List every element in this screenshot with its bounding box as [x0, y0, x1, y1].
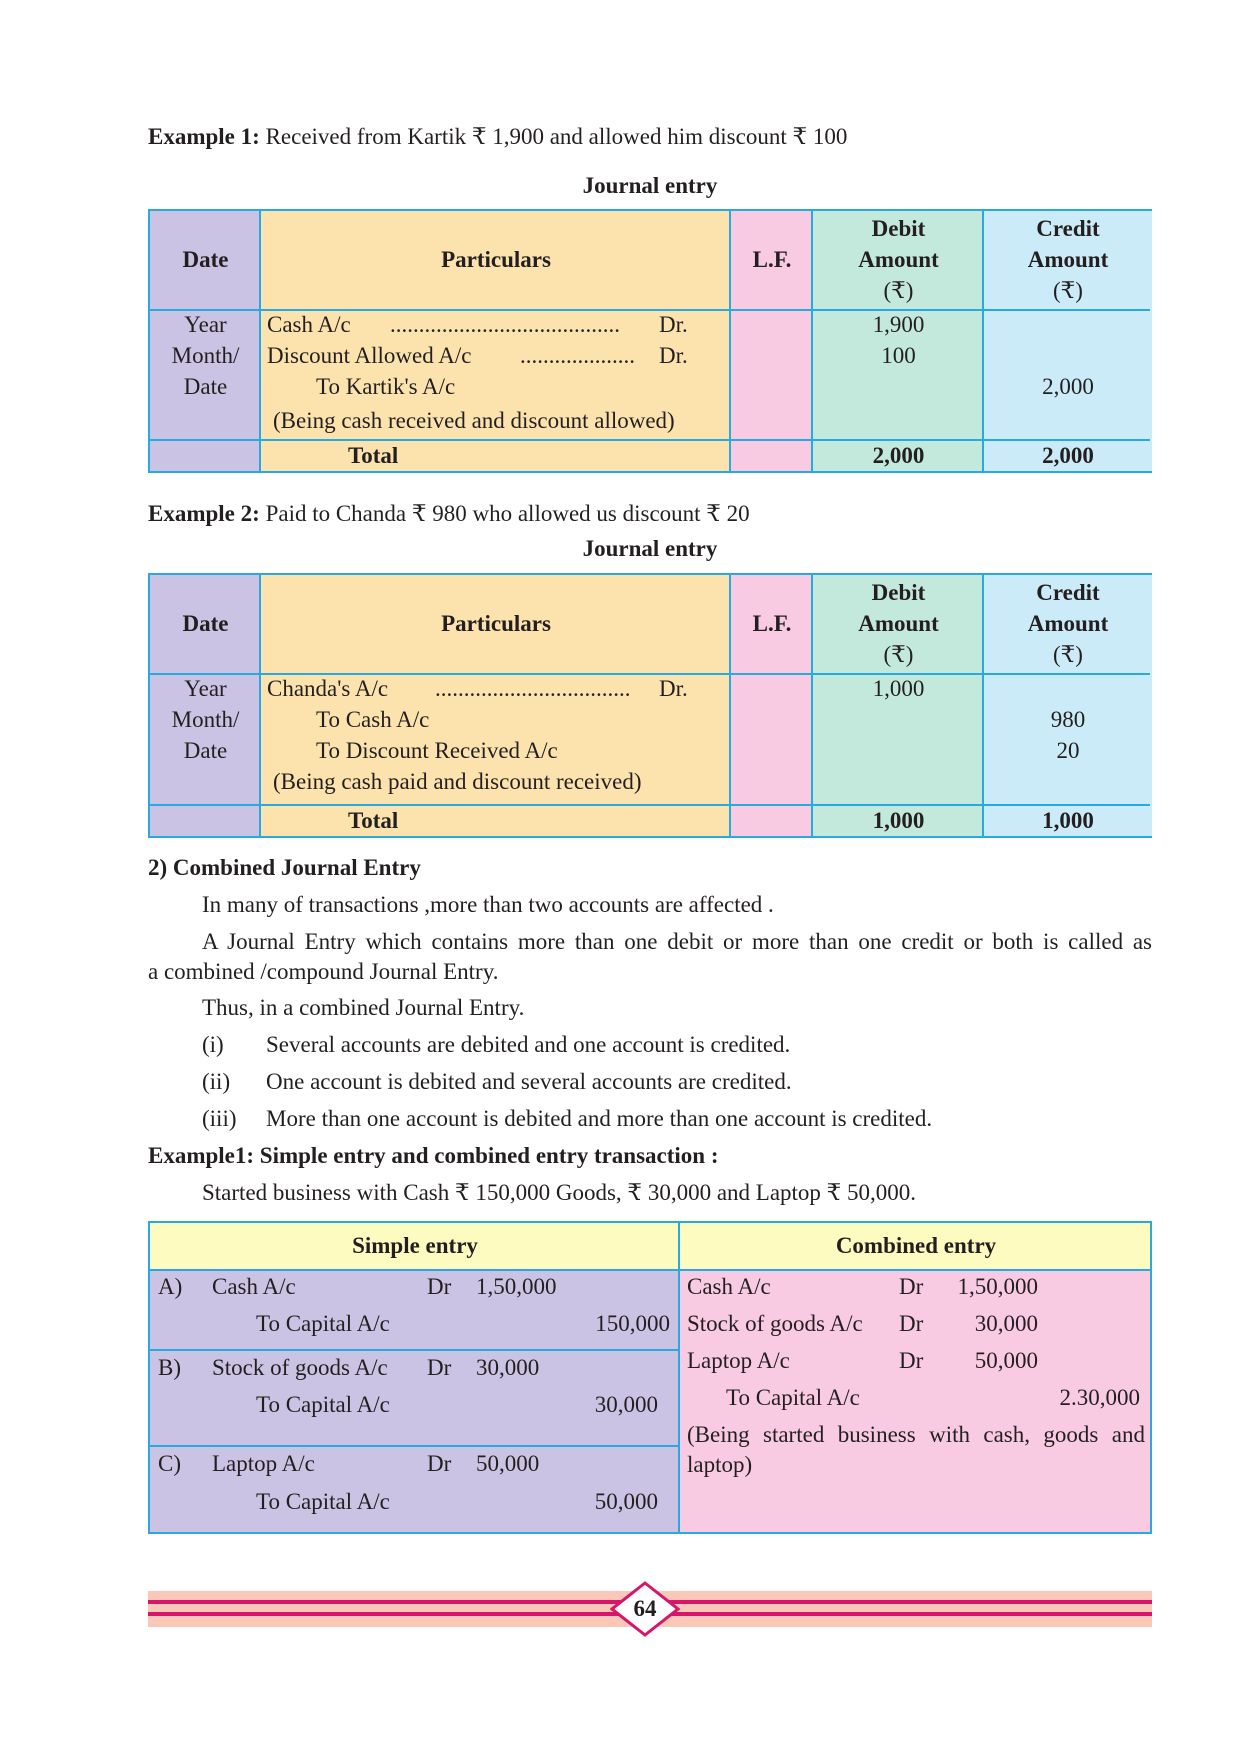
- example2-label: Example 2:: [148, 501, 260, 526]
- entry-credit: 50,000: [594, 1489, 658, 1514]
- row-dots: ....................: [520, 343, 635, 368]
- row-account: To Cash A/c: [316, 707, 430, 732]
- header-date: Date: [182, 247, 229, 272]
- row-credit: 2,000: [1042, 374, 1094, 399]
- row-credit: 980: [1050, 707, 1086, 732]
- narration: (Being cash paid and discount received): [273, 769, 642, 794]
- total-debit: 2,000: [872, 443, 925, 468]
- header-particulars: Particulars: [441, 611, 551, 636]
- combined-account: Cash A/c: [687, 1274, 771, 1299]
- row-debit: 100: [881, 343, 916, 368]
- header-debit-amount: Amount: [858, 247, 939, 272]
- narration: (Being cash received and discount allowed): [273, 408, 675, 433]
- example2-text: [148, 500, 750, 528]
- example1-label: Example 1:: [148, 124, 260, 149]
- entry-letter: B): [158, 1355, 181, 1380]
- combined-to: To Capital A/c: [726, 1385, 860, 1410]
- date-day: Date: [183, 374, 228, 399]
- header-debit-rupee: (₹): [883, 642, 914, 667]
- list-item: Several accounts are debited and one account is credited.: [266, 1032, 791, 1057]
- header-debit-rupee: (₹): [883, 278, 914, 303]
- header-date: Date: [182, 611, 229, 636]
- example2-caption: Journal entry: [582, 536, 718, 561]
- row-dots: ........................................: [390, 312, 620, 337]
- entry-account: Laptop A/c: [212, 1451, 315, 1476]
- example3-description: Started business with Cash ₹ 150,000 Goods, ₹ 30,000 and Laptop ₹ 50,000.: [202, 1180, 917, 1205]
- row-divider: [150, 1349, 680, 1351]
- list-item: More than one account is debited and more than one account is credited.: [266, 1106, 933, 1131]
- entry-letter: A): [158, 1274, 183, 1299]
- journal-table-1: [148, 209, 1152, 473]
- header-credit-rupee: (₹): [1053, 278, 1083, 303]
- combined-debit: 50,000: [974, 1348, 1038, 1373]
- example1-caption: Journal entry: [582, 173, 718, 198]
- row-account: Chanda's A/c: [267, 676, 389, 701]
- page-number: 64: [633, 1596, 657, 1621]
- entry-credit: 30,000: [594, 1392, 658, 1417]
- combined-account: Laptop A/c: [687, 1348, 790, 1373]
- header-debit-amount: Amount: [858, 611, 939, 636]
- paragraph-2a: A Journal Entry which contains more than one debit or more than one credit or both is called as: [202, 929, 1152, 954]
- row-dr: Dr.: [659, 343, 688, 368]
- combined-account: Stock of goods A/c: [687, 1311, 863, 1336]
- entry-debit: 1,50,000: [476, 1274, 557, 1299]
- combined-debit: 1,50,000: [957, 1274, 1038, 1299]
- row-account: To Kartik's A/c: [316, 374, 456, 399]
- combined-narration-end: laptop): [687, 1452, 753, 1477]
- header-lf: L.F.: [752, 247, 792, 272]
- row-dr: Dr.: [659, 676, 688, 701]
- total-credit: 2,000: [1042, 443, 1094, 468]
- row-credit: 20: [1056, 738, 1080, 763]
- entry-to: To Capital A/c: [256, 1392, 390, 1417]
- header-debit: Debit: [871, 580, 926, 605]
- header-divider: [150, 1269, 1150, 1271]
- total-debit: 1,000: [872, 808, 925, 833]
- entry-debit: 50,000: [476, 1451, 540, 1476]
- header-particulars: Particulars: [441, 247, 551, 272]
- entry-to: To Capital A/c: [256, 1489, 390, 1514]
- entry-dr: Dr: [427, 1274, 452, 1299]
- header-lf: L.F.: [752, 611, 792, 636]
- combined-credit: 2.30,000: [1059, 1385, 1140, 1410]
- header-credit: Credit: [1036, 580, 1100, 605]
- paragraph-3: Thus, in a combined Journal Entry.: [202, 995, 525, 1020]
- date-month: Month/: [171, 707, 240, 732]
- header-debit: Debit: [871, 216, 926, 241]
- total-label: Total: [348, 808, 399, 833]
- header-credit-amount: Amount: [1027, 247, 1109, 272]
- example2-description: Paid to Chanda ₹ 980 who allowed us discount ₹ 20: [265, 501, 750, 526]
- journal-table-2: [148, 573, 1152, 838]
- combined-entry-header: Combined entry: [835, 1233, 997, 1258]
- entry-dr: Dr: [427, 1355, 452, 1380]
- combined-dr: Dr: [899, 1348, 924, 1373]
- total-credit: 1,000: [1042, 808, 1094, 833]
- row-account: To Discount Received A/c: [316, 738, 558, 763]
- example3-heading: Example1: Simple entry and combined entry transaction :: [148, 1143, 719, 1168]
- row-debit: 1,000: [872, 676, 925, 701]
- section-heading: 2) Combined Journal Entry: [148, 855, 421, 880]
- entry-letter: C): [158, 1451, 181, 1476]
- simple-entry-header: Simple entry: [352, 1233, 478, 1258]
- list-item-number: (iii): [202, 1106, 237, 1131]
- combined-dr: Dr: [899, 1274, 924, 1299]
- date-year: Year: [184, 312, 227, 337]
- entry-debit: 30,000: [476, 1355, 540, 1380]
- date-year: Year: [184, 676, 227, 701]
- example1-text: [148, 123, 847, 151]
- paragraph-2b: a combined /compound Journal Entry.: [148, 959, 499, 984]
- entry-account: Cash A/c: [212, 1274, 296, 1299]
- header-credit-rupee: (₹): [1053, 642, 1083, 667]
- row-dr: Dr.: [659, 312, 688, 337]
- list-item-number: (i): [202, 1032, 224, 1057]
- total-label: Total: [348, 443, 399, 468]
- paragraph-1: In many of transactions ,more than two accounts are affected .: [202, 892, 774, 917]
- row-debit: 1,900: [872, 312, 925, 337]
- entry-credit: 150,000: [595, 1311, 670, 1336]
- list-item-number: (ii): [202, 1069, 231, 1094]
- row-account: Discount Allowed A/c: [267, 343, 472, 368]
- row-account: Cash A/c: [267, 312, 351, 337]
- comparison-table: [148, 1221, 1152, 1534]
- example1-description: Received from Kartik ₹ 1,900 and allowed him discount ₹ 100: [265, 124, 848, 149]
- entry-to: To Capital A/c: [256, 1311, 390, 1336]
- header-credit-amount: Amount: [1027, 611, 1109, 636]
- list-item: One account is debited and several accounts are credited.: [266, 1069, 792, 1094]
- entry-account: Stock of goods A/c: [212, 1355, 388, 1380]
- date-day: Date: [183, 738, 228, 763]
- row-divider: [150, 1445, 680, 1447]
- row-dots: ..................................: [435, 676, 631, 701]
- combined-narration: (Being started business with cash, goods and: [687, 1422, 1145, 1447]
- combined-dr: Dr: [899, 1311, 924, 1336]
- header-credit: Credit: [1036, 216, 1100, 241]
- entry-dr: Dr: [427, 1451, 452, 1476]
- combined-debit: 30,000: [974, 1311, 1038, 1336]
- date-month: Month/: [171, 343, 240, 368]
